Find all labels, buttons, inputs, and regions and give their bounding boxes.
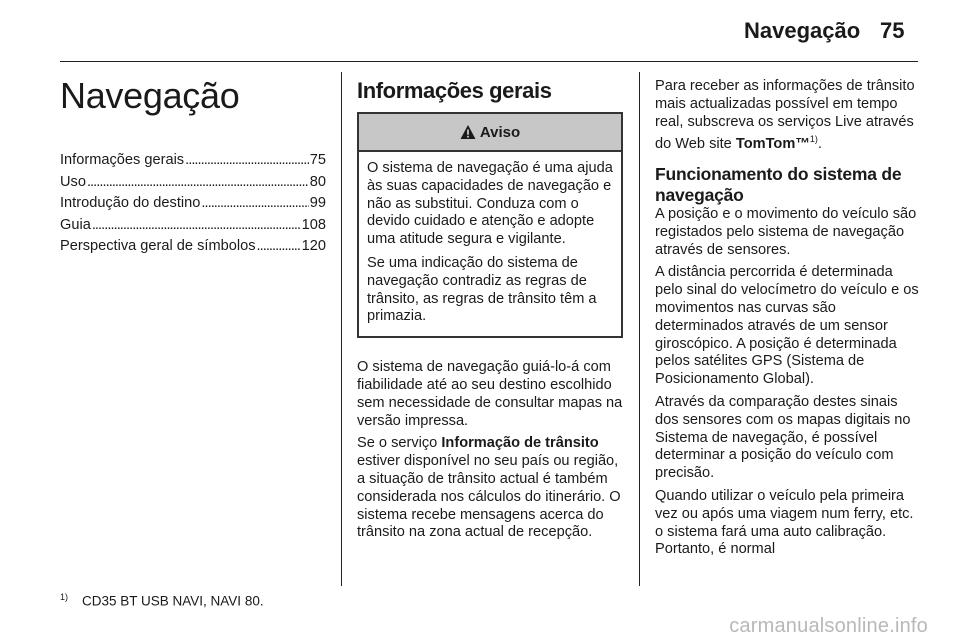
toc-page: 75: [309, 152, 326, 168]
toc-leader: [185, 150, 309, 172]
subsection-title: Funcionamento do sistema de navegação: [655, 164, 902, 206]
watermark: carmanualsonline.info: [729, 615, 928, 637]
toc-entry[interactable]: [60, 193, 326, 215]
toc-entry[interactable]: [60, 215, 326, 237]
footnote: [60, 592, 264, 609]
toc-label: Introdução do destino: [60, 195, 201, 212]
section-title: Informações gerais: [357, 78, 552, 103]
footnote-text: CD35 BT USB NAVI, NAVI 80.: [82, 593, 264, 609]
toc-entry[interactable]: [60, 236, 326, 258]
text-run: Para receber as informações de trânsito mais actualizadas possível em tempo real, subscreva os serviços Live através do Web site: [655, 78, 915, 153]
body-paragraph: Através da comparação destes sinais dos sensores com os mapas digitais no Sistema de navegação, é possível determinar a posição do veículo com precisão.: [655, 394, 911, 482]
warning-label: Aviso: [479, 123, 521, 141]
toc-page: 108: [301, 216, 326, 233]
toc-entry[interactable]: [60, 150, 326, 172]
footnote-mark: 1): [60, 592, 69, 602]
toc-leader: [92, 215, 301, 237]
footnote-ref[interactable]: 1): [809, 134, 818, 145]
column-divider-2: [639, 72, 640, 586]
text-run: Se o serviço: [357, 435, 442, 452]
warning-header: [359, 114, 621, 152]
toc-leader: [257, 236, 301, 258]
body-paragraph: [655, 78, 921, 154]
section-column: [357, 70, 623, 547]
toc-page: 99: [309, 195, 326, 212]
table-of-contents: [60, 150, 326, 258]
header-rule: [60, 61, 918, 62]
body-paragraph: O sistema de navegação guiá-lo-á com fiabilidade até ao seu destino escolhido sem necessidade de consultar mapas na versão impressa.: [357, 359, 623, 429]
warning-triangle-icon: [460, 124, 476, 140]
body-paragraph: A distância percorrida é determinada pelo sinal do velocímetro do veículo e os movimentos nas curvas são determinados através de um sensor giroscópico. A posição é determinada pelos satélites GPS (Sistema de Posicionamento Global).: [655, 264, 919, 388]
chapter-column: [60, 70, 326, 258]
toc-label: Guia: [60, 216, 91, 233]
warning-box: [357, 112, 623, 338]
toc-label: Informações gerais: [60, 152, 185, 168]
brand-name: TomTom™: [735, 136, 810, 153]
toc-label: Uso: [60, 173, 86, 190]
body-paragraph: [357, 435, 623, 542]
page-number: 75: [880, 18, 905, 43]
warning-paragraph: O sistema de navegação é uma ajuda às suas capacidades de navegação e não as substitui. Conduza com o devido cuidado e atenção e adopte uma atitude segura e vigilante.: [367, 160, 613, 248]
text-run: .: [817, 136, 822, 153]
body-paragraph: Quando utilizar o veículo pela primeira vez ou após uma viagem num ferry, etc. o sistema fará uma auto calibração. Portanto, é normal: [655, 488, 914, 558]
toc-page: 120: [301, 238, 326, 255]
warning-body: [359, 152, 621, 336]
warning-paragraph: Se uma indicação do sistema de navegação contradiz as regras de trânsito, as regras de trânsito têm a primazia.: [367, 254, 597, 325]
service-name: Informação de trânsito: [441, 435, 599, 452]
toc-leader: [87, 172, 309, 194]
toc-leader: [201, 193, 308, 215]
toc-entry[interactable]: [60, 172, 326, 194]
body-paragraph: A posição e o movimento do veículo são registados pelo sistema de navegação através de sensores.: [655, 206, 917, 258]
toc-label: Perspectiva geral de símbolos: [60, 238, 256, 255]
text-run: estiver disponível no seu país ou região, a situação de trânsito actual é também considerada nos cálculos do itinerário. O sistema recebe mensagens acerca do trânsito na zona actual de recepção.: [357, 453, 621, 541]
page-header: [0, 0, 960, 64]
chapter-title: Navegação: [60, 75, 240, 116]
toc-page: 80: [309, 173, 326, 190]
continued-column: [655, 70, 921, 564]
header-title: Navegação: [744, 18, 861, 43]
column-divider-1: [341, 72, 342, 586]
